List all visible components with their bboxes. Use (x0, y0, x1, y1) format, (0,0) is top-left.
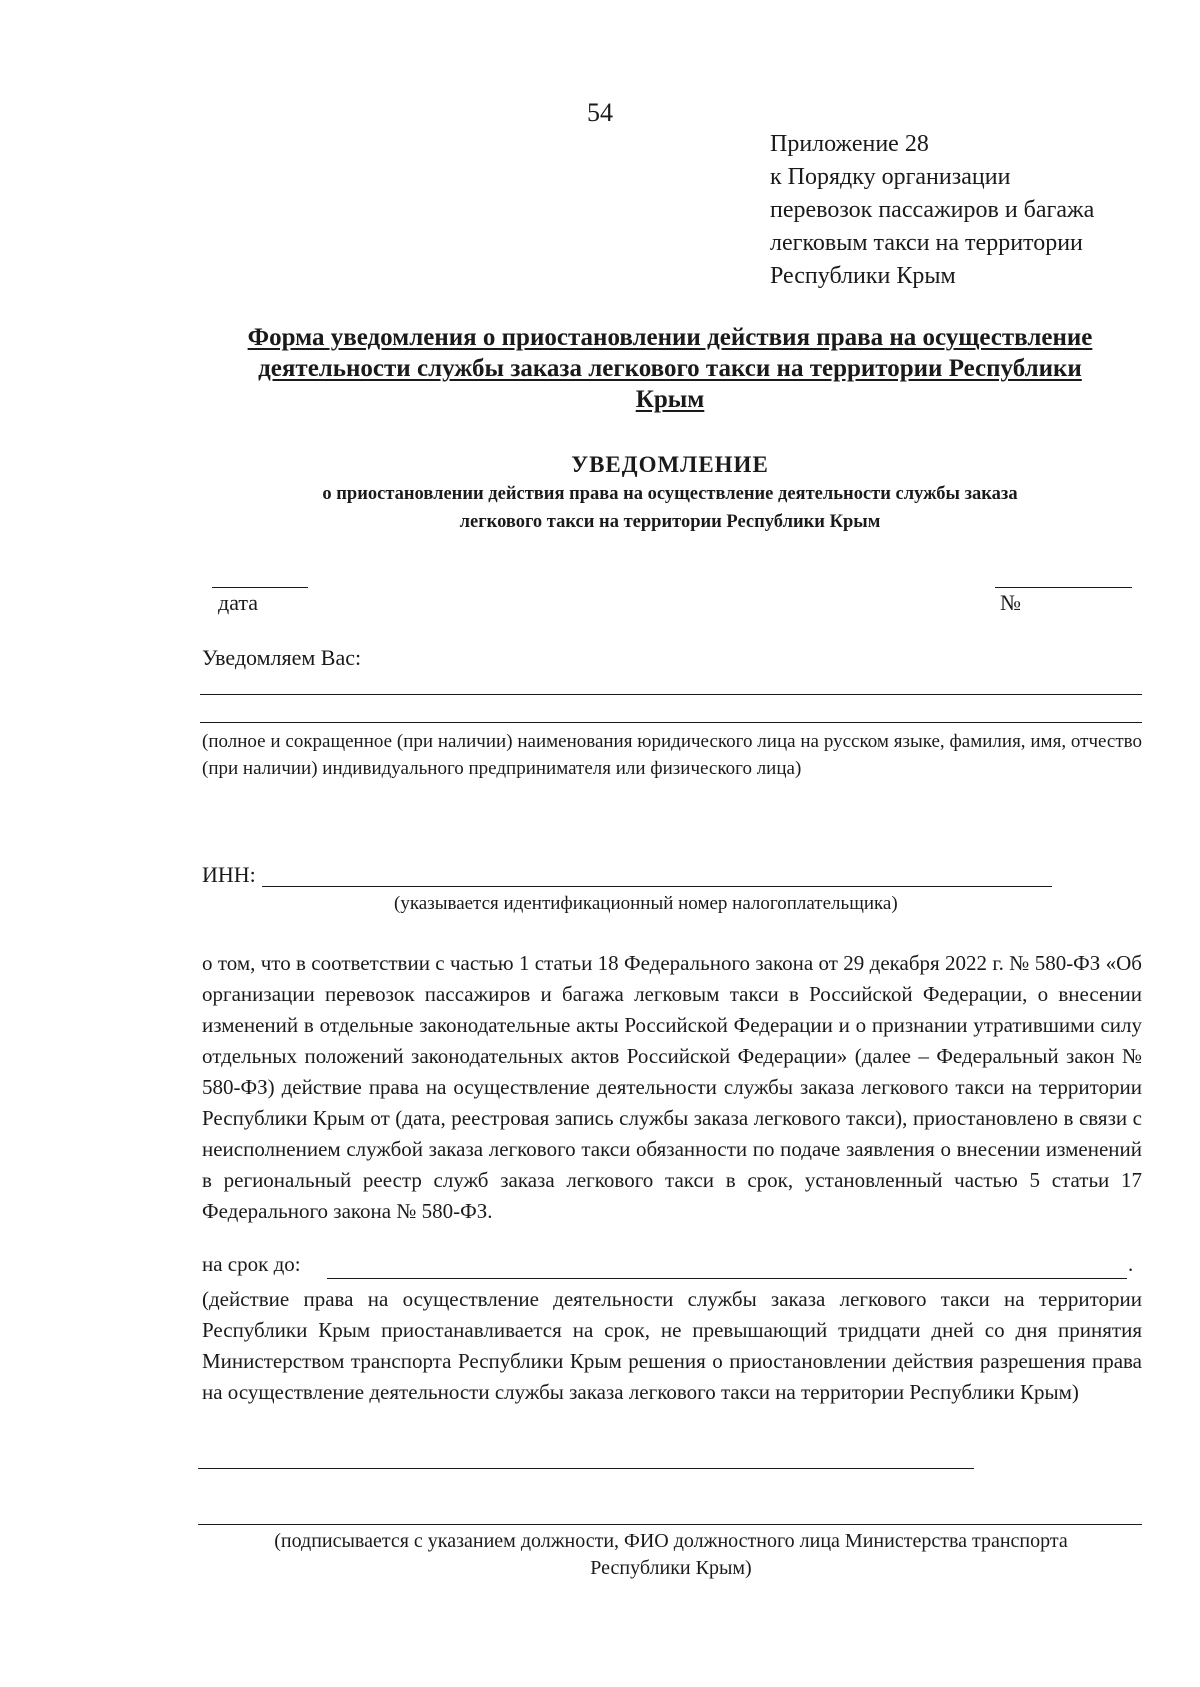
main-paragraph: о том, что в соответствии с частью 1 статьи 18 Федерального закона от 29 декабря 2022 г. № 580-ФЗ «Об организации перевозок пассажиров и багажа легковым такси в Российской Федерации, о внесении изменений в отдельные законодательные акты Российской Федерации и о признании утратившими силу отдельных положений законодательных актов Российской Федерации» (далее – Федеральный закон № 580-ФЗ) действие права на осуществление деятельности службы заказа легкового такси на территории Республики Крым от (дата, реестровая запись службы заказа легкового такси), приостановлено в связи с неисполнением службой заказа легкового такси обязанности по подаче заявления о внесении изменений в региональный реестр служб заказа легкового такси в срок, установленный частью 5 статьи 17 Федерального закона № 580-ФЗ. (202, 951, 1142, 1223)
appendix-line: Республики Крым (770, 263, 956, 289)
notice-subtitle (190, 480, 1150, 536)
signature-field-line-2[interactable] (198, 1524, 1142, 1525)
term-label: на срок до: (202, 1252, 301, 1276)
signature-caption (200, 1528, 1142, 1582)
appendix-line: Приложение 28 (770, 131, 929, 157)
inn-caption: (указывается идентификационный номер налогоплательщика) (394, 893, 898, 914)
date-field-line[interactable] (212, 587, 308, 588)
term-end: . (1128, 1252, 1134, 1276)
notice-heading: УВЕДОМЛЕНИЕ (571, 452, 769, 477)
signature-caption-line: Республики Крым) (590, 1557, 752, 1579)
signature-caption-line: (подписывается с указанием должности, ФИО должностного лица Министерства транспорта (274, 1530, 1068, 1552)
entity-caption: (полное и сокращенное (при наличии) наименования юридического лица на русском языке, фамилия, имя, отчество (при наличии) индивидуального предпринимателя или физического лица) (202, 731, 1142, 779)
recipient-field-line-1[interactable] (200, 694, 1142, 695)
number-field-line[interactable] (995, 587, 1132, 588)
appendix-reference (770, 128, 1180, 293)
recipient-field-line-2[interactable] (200, 722, 1142, 723)
inn-label: ИНН: (202, 862, 256, 887)
date-label: дата (218, 590, 259, 615)
appendix-line: легковым такси на территории (770, 230, 1083, 256)
form-title (190, 322, 1150, 415)
number-label: № (1000, 590, 1021, 615)
notice-subtitle-line: о приостановлении действия права на осуществление деятельности службы заказа (322, 484, 1018, 504)
term-field-line[interactable] (327, 1278, 1127, 1279)
page-number: 54 (587, 98, 613, 127)
appendix-line: перевозок пассажиров и багажа (770, 197, 1095, 223)
inn-field-line[interactable] (262, 886, 1052, 887)
form-title-line: деятельности службы заказа легкового такси на территории Республики (258, 355, 1082, 382)
notice-subtitle-line: легкового такси на территории Республики Крым (459, 512, 881, 532)
signature-field-line-1[interactable] (198, 1468, 974, 1469)
notify-label: Уведомляем Вас: (202, 645, 362, 670)
appendix-line: к Порядку организации (770, 164, 1011, 190)
form-title-line: Форма уведомления о приостановлении действия права на осуществление (247, 324, 1093, 351)
term-note: (действие права на осуществление деятельности службы заказа легкового такси на территории Республики Крым приостанавливается на срок, не превышающий тридцати дней со дня принятия Министерством транспорта Республики Крым решения о приостановлении действия разрешения права на осуществление деятельности службы заказа легкового такси на территории Республики Крым) (202, 1287, 1142, 1404)
form-title-line: Крым (635, 386, 705, 413)
